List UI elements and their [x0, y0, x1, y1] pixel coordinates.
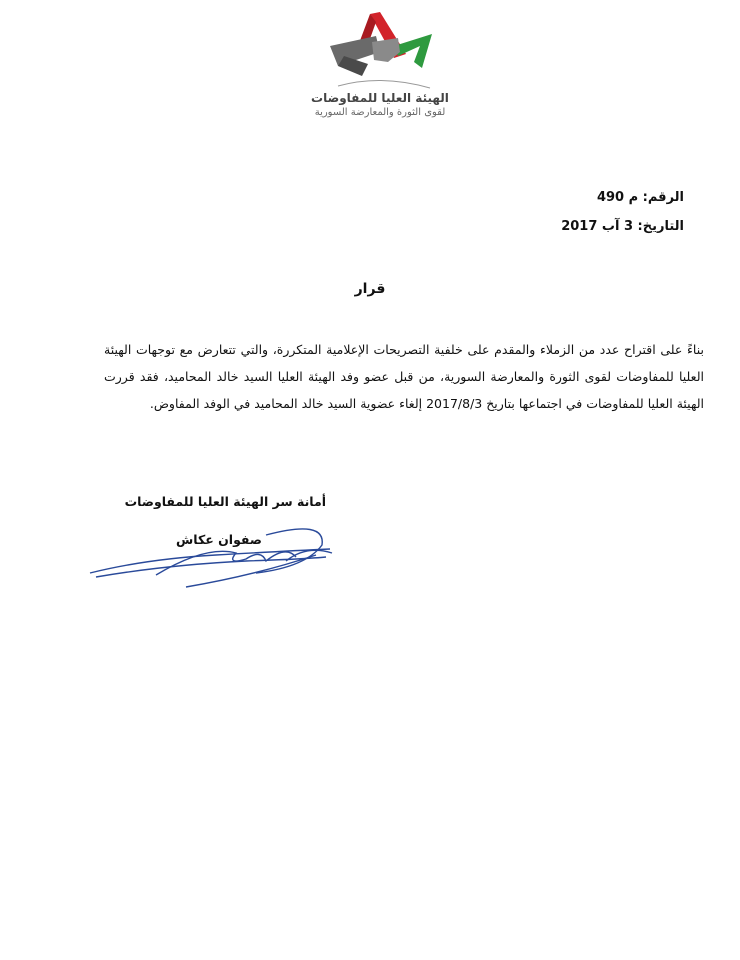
- handwritten-signature: [86, 515, 336, 590]
- body-line: العليا للمفاوضات لقوى الثورة والمعارضة السورية، من قبل عضو وفد الهيئة العليا السيد خالد المحاميد، فقد قررت: [104, 369, 704, 384]
- body-line: بناءً على اقتراح عدد من الزملاء والمقدم على خلفية التصريحات الإعلامية المتكررة، والتي تتعارض مع توجهات الهيئة: [104, 342, 704, 357]
- document-body: [104, 336, 704, 417]
- document-title: قرار: [354, 281, 386, 297]
- signatory-name: صفوان عكاش: [176, 532, 262, 547]
- organization-name: الهيئة العليا للمفاوضات: [311, 91, 449, 105]
- document-date: التاريخ: 3 آب 2017: [561, 219, 684, 234]
- document-number: الرقم: م 490: [596, 190, 684, 205]
- body-line: الهيئة العليا للمفاوضات في اجتماعها بتاريخ 2017/8/3 إلغاء عضوية السيد خالد المحاميد في الوفد المفاوض.: [149, 396, 704, 411]
- signatory-office: أمانة سر الهيئة العليا للمفاوضات: [124, 494, 326, 509]
- organization-subtitle: لقوى الثورة والمعارضة السورية: [314, 107, 446, 118]
